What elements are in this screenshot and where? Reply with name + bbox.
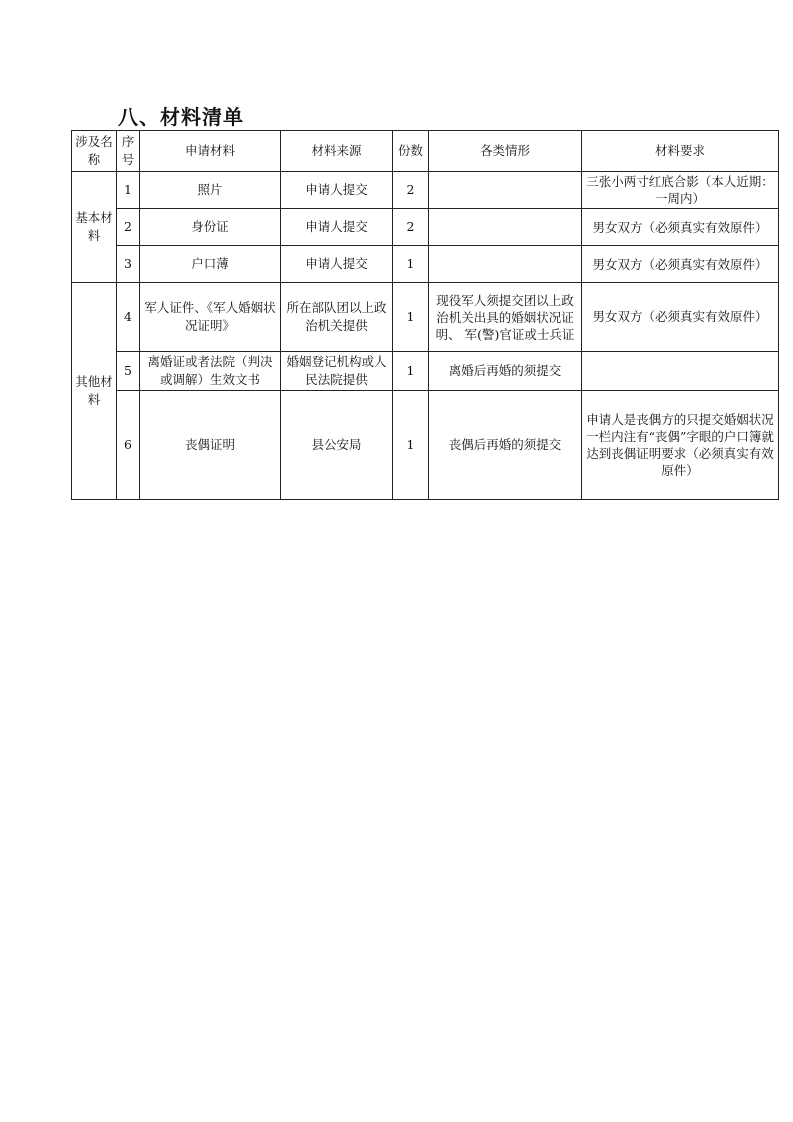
row-source: 婚姻登记机构或人民法院提供 [281,352,393,391]
row-no: 6 [117,391,140,500]
row-requirement: 男女双方（必须真实有效原件） [582,283,779,352]
group-other: 其他材料 [72,283,117,500]
table-row [72,391,779,500]
row-source: 申请人提交 [281,209,393,246]
materials-table [71,130,779,500]
header-category: 涉及名称 [72,131,117,172]
row-material: 身份证 [140,209,281,246]
page-title: 八、材料清单 [118,105,244,129]
header-source: 材料来源 [281,131,393,172]
row-source: 所在部队团以上政治机关提供 [281,283,393,352]
table-row [72,209,779,246]
header-row [72,131,779,172]
row-no: 4 [117,283,140,352]
header-no: 序号 [117,131,140,172]
row-copies: 1 [393,352,429,391]
row-source: 申请人提交 [281,172,393,209]
row-situation [429,246,582,283]
row-source: 申请人提交 [281,246,393,283]
row-material: 照片 [140,172,281,209]
row-requirement: 申请人是丧偶方的只提交婚姻状况一栏内注有“丧偶”字眼的户口簿就达到丧偶证明要求（必须真实有效原件） [582,391,779,500]
row-situation: 现役军人须提交团以上政治机关出具的婚姻状况证明、 军(警)官证或士兵证 [429,283,582,352]
row-no: 5 [117,352,140,391]
row-requirement: 男女双方（必须真实有效原件） [582,246,779,283]
row-situation: 离婚后再婚的须提交 [429,352,582,391]
row-no: 3 [117,246,140,283]
row-material: 离婚证或者法院（判决或调解）生效文书 [140,352,281,391]
row-copies: 2 [393,172,429,209]
table-row [72,283,779,352]
group-basic: 基本材料 [72,172,117,283]
header-material: 申请材料 [140,131,281,172]
table-row [72,246,779,283]
row-material: 军人证件、《军人婚姻状况证明》 [140,283,281,352]
row-no: 2 [117,209,140,246]
row-requirement [582,352,779,391]
row-requirement: 男女双方（必须真实有效原件） [582,209,779,246]
header-requirement: 材料要求 [582,131,779,172]
header-copies: 份数 [393,131,429,172]
row-copies: 1 [393,391,429,500]
table-row [72,352,779,391]
table-row [72,172,779,209]
row-copies: 1 [393,246,429,283]
row-material: 丧偶证明 [140,391,281,500]
row-situation [429,209,582,246]
row-copies: 1 [393,283,429,352]
header-situation: 各类情形 [429,131,582,172]
row-situation: 丧偶后再婚的须提交 [429,391,582,500]
row-material: 户口薄 [140,246,281,283]
row-requirement: 三张小两寸红底合影（本人近期：一周内） [582,172,779,209]
row-copies: 2 [393,209,429,246]
row-source: 县公安局 [281,391,393,500]
row-no: 1 [117,172,140,209]
row-situation [429,172,582,209]
